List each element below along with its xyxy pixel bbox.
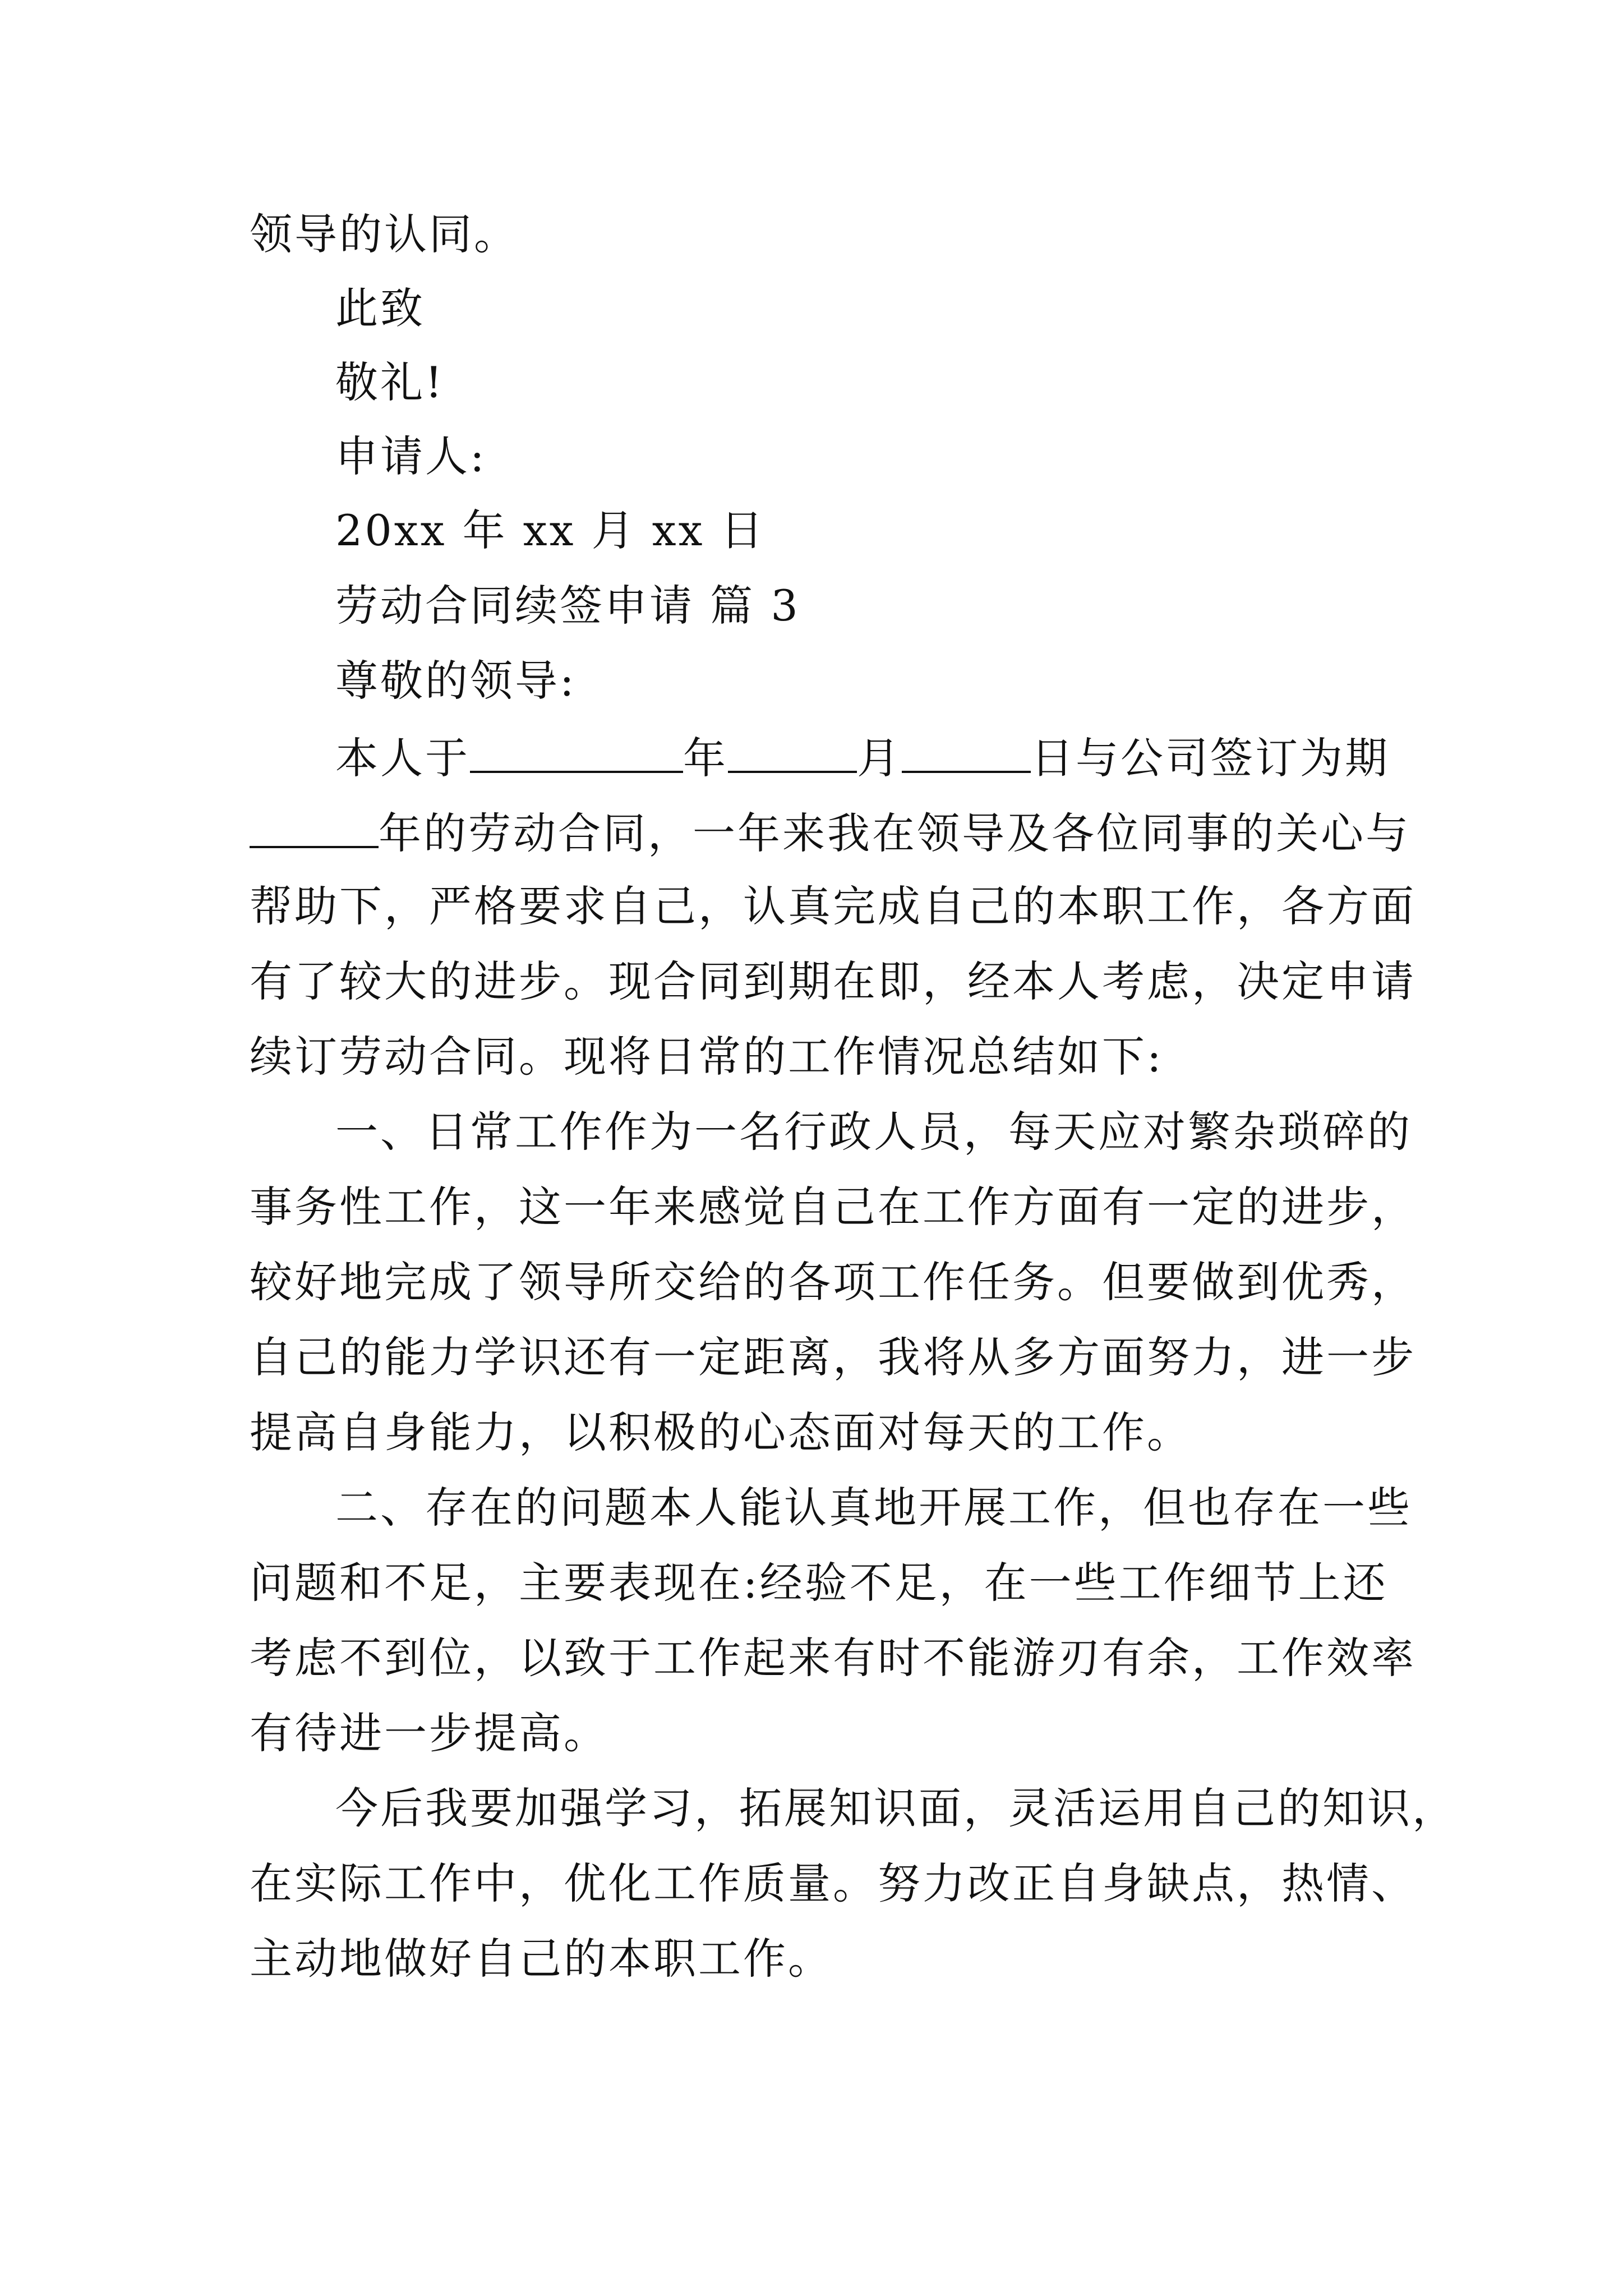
intro-month-label: 月 [857,733,902,783]
day-blank [902,728,1031,773]
intro-line-5: 续订劳动合同。现将日常的工作情况总结如下: [250,1032,1164,1082]
term-blank [250,803,379,848]
intro-line-2-text: 年的劳动合同，一年来我在领导及各位同事的关心与 [379,808,1410,858]
date-line: 20xx 年 xx 月 xx 日 [335,505,766,555]
intro-line-1 [335,728,1390,786]
para3-line: 今后我要加强学习，拓展知识面，灵活运用自己的知识， [335,1783,1457,1833]
para1-line: 提高自身能力，以积极的心态面对每天的工作。 [250,1407,1192,1457]
para1-line: 一、日常工作作为一名行政人员，每天应对繁杂琐碎的 [335,1107,1412,1157]
intro-line-4: 有了较大的进步。现合同到期在即，经本人考虑，决定申请 [250,956,1416,1006]
salutation-ci-zhi: 此致 [335,283,425,333]
intro-rest-line-1: 日与公司签订为期 [1031,733,1390,783]
intro-prefix: 本人于 [335,733,470,783]
para2-line: 问题和不足，主要表现在:经验不足，在一些工作细节上还 [250,1558,1388,1608]
applicant-label: 申请人: [335,431,487,481]
para2-line: 有待进一步提高。 [250,1708,608,1758]
section-title: 劳动合同续签申请 篇 3 [335,581,800,631]
closing-line: 领导的认同。 [250,209,519,259]
intro-year-label: 年 [683,733,728,783]
greeting: 尊敬的领导: [335,656,577,706]
para3-line: 在实际工作中，优化工作质量。努力改正自身缺点，热情、 [250,1858,1416,1908]
intro-line-2 [250,803,1410,862]
intro-line-3: 帮助下，严格要求自己，认真完成自己的本职工作，各方面 [250,881,1416,931]
para3-line: 主动地做好自己的本职工作。 [250,1934,833,1984]
year-blank [470,728,683,773]
para2-line: 考虑不到位，以致于工作起来有时不能游刃有余，工作效率 [250,1633,1416,1683]
para2-line: 二、存在的问题本人能认真地开展工作，但也存在一些 [335,1483,1412,1533]
month-blank [728,728,857,773]
para1-line: 事务性工作，这一年来感觉自己在工作方面有一定的进步， [250,1182,1416,1232]
para1-line: 自己的能力学识还有一定距离，我将从多方面努力，进一步 [250,1332,1416,1382]
para1-line: 较好地完成了领导所交给的各项工作任务。但要做到优秀， [250,1257,1416,1307]
salutation-jing-li: 敬礼! [335,357,445,407]
